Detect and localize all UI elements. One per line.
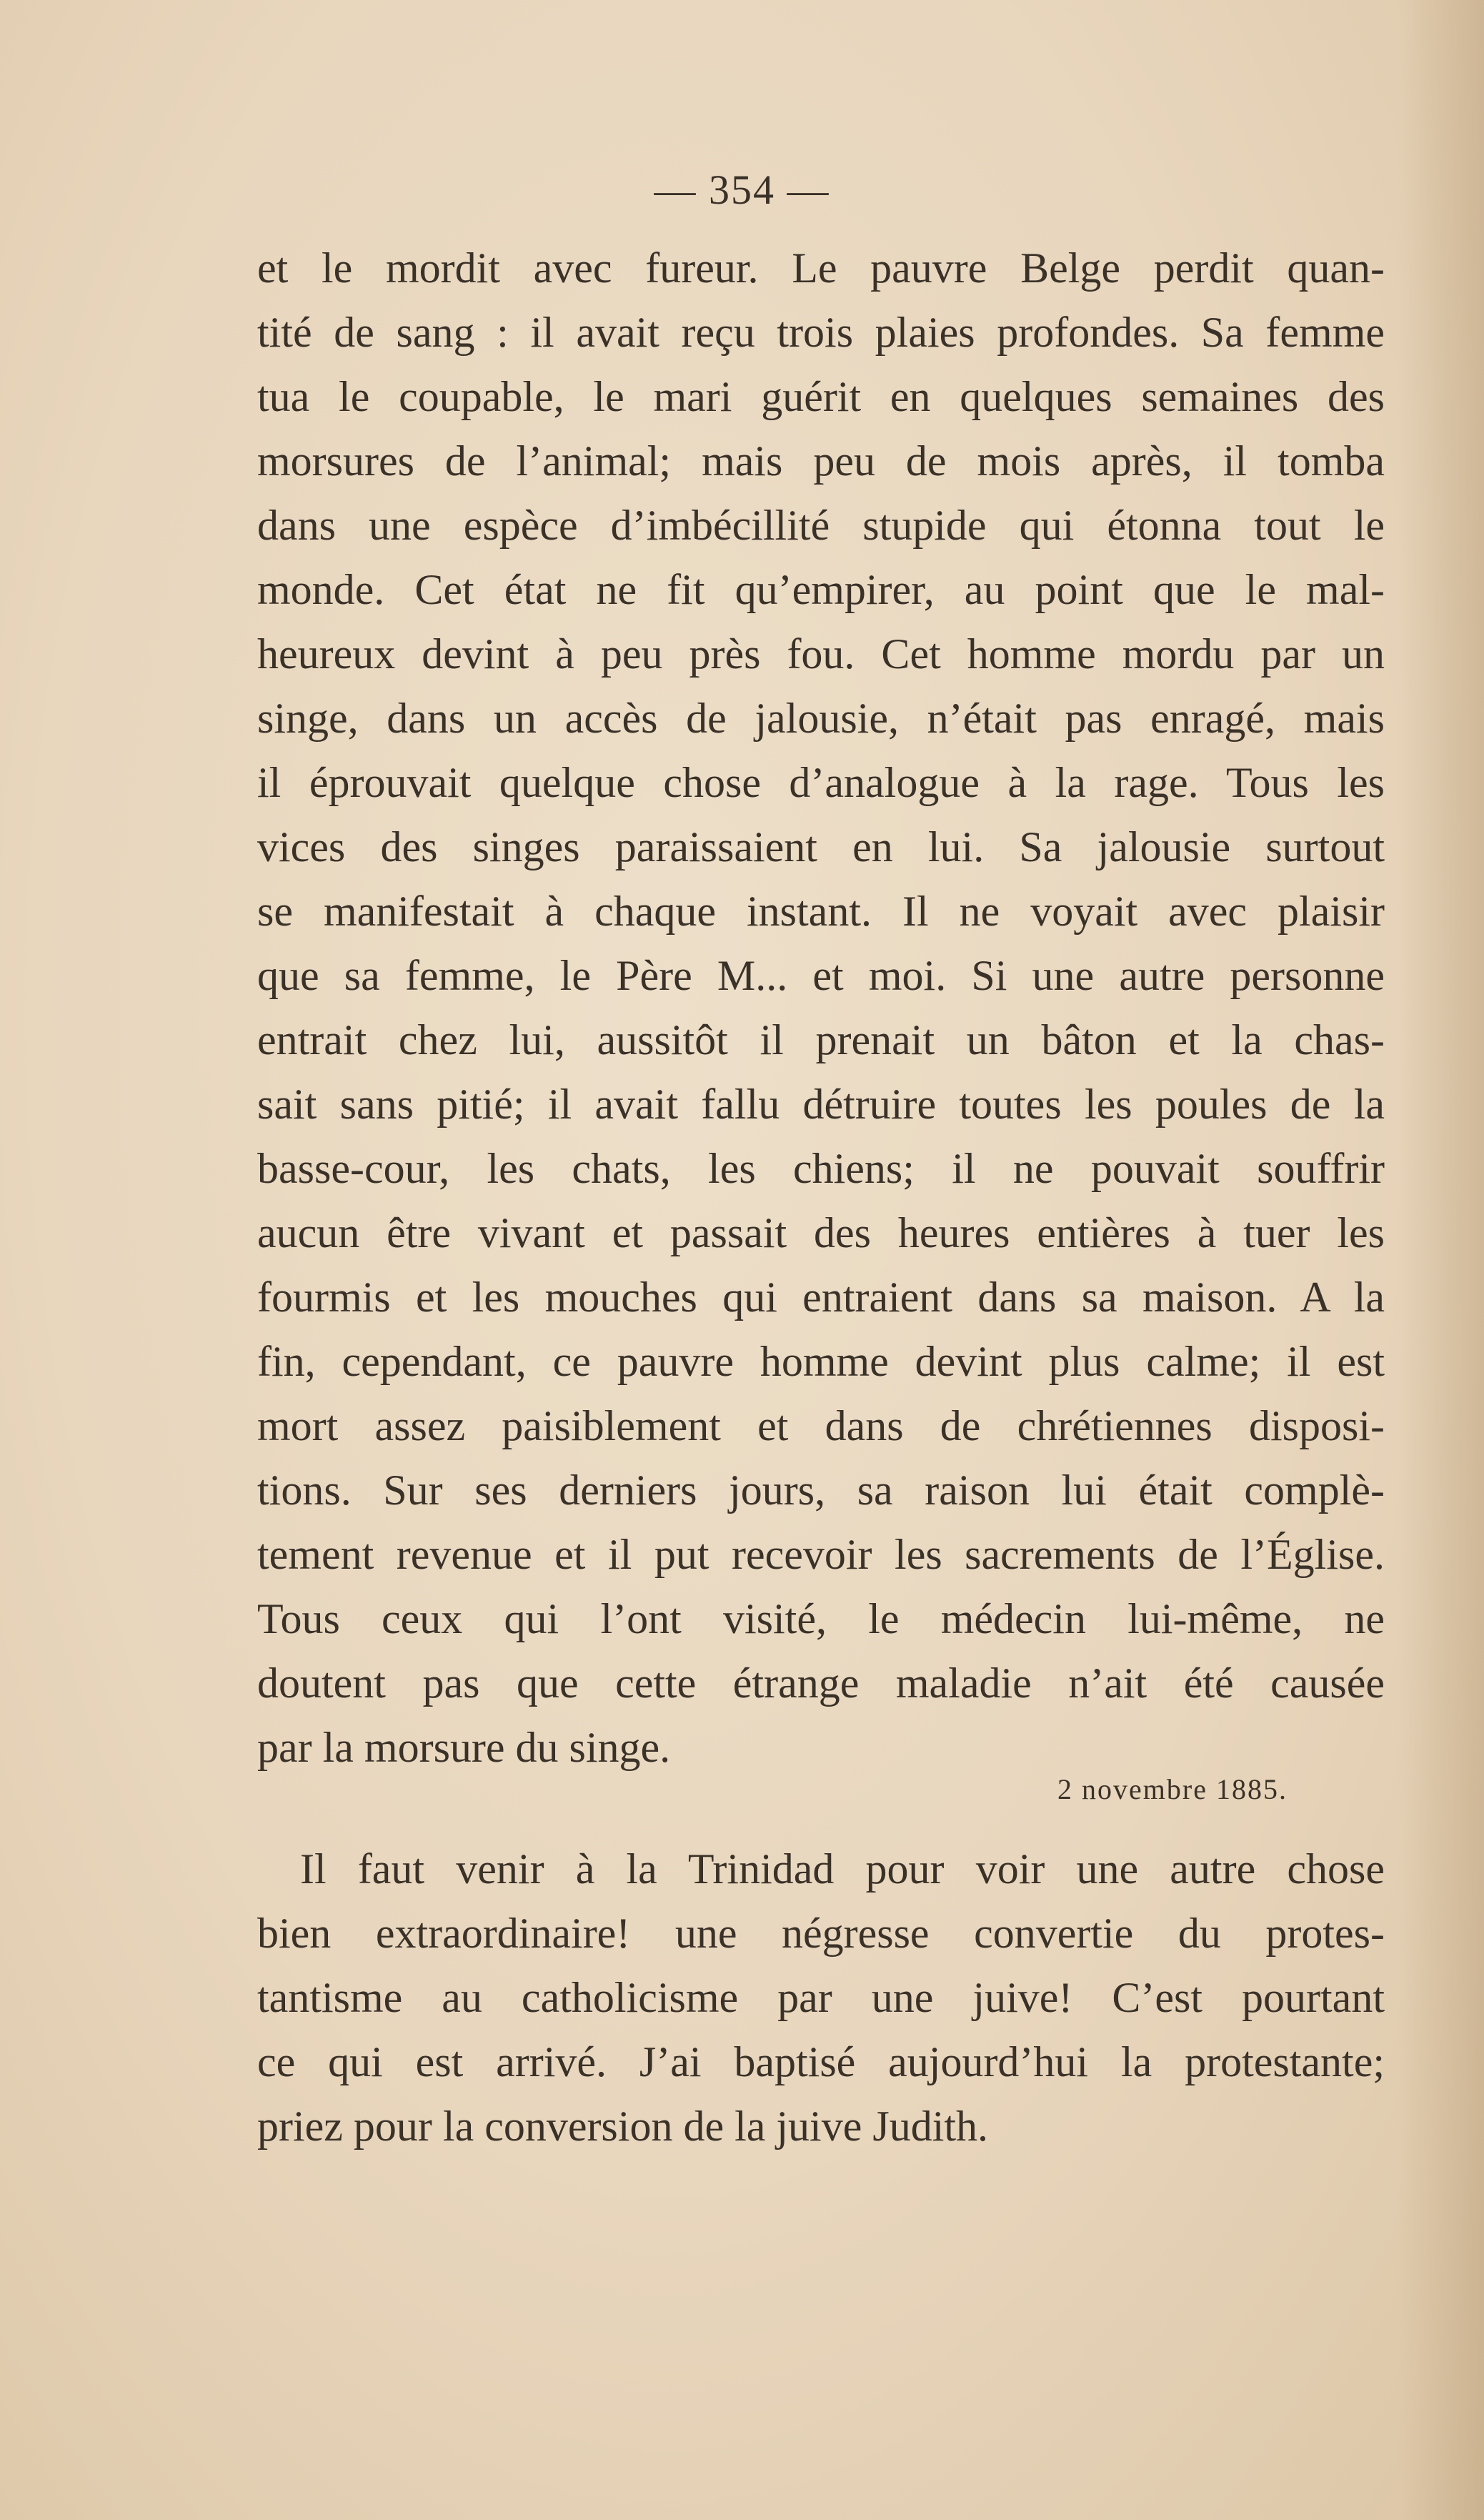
text-line: morsures de l’animal; mais peu de mois après, il tomba [257, 437, 1385, 485]
dateline: 2 novembre 1885. [1057, 1773, 1288, 1805]
text-line: bien extraordinaire! une négresse convertie du protes- [257, 1910, 1385, 1957]
text-line: basse-cour, les chats, les chiens; il ne pouvait souffrir [257, 1145, 1385, 1192]
text-line: heureux devint à peu près fou. Cet homme mordu par un [257, 630, 1385, 678]
text-line: et le mordit avec fureur. Le pauvre Belge perdit quan- [257, 244, 1385, 292]
text-line: tions. Sur ses derniers jours, sa raison lui était complè- [257, 1467, 1385, 1514]
text-line: tité de sang : il avait reçu trois plaies profondes. Sa femme [257, 309, 1385, 356]
text-line: tua le coupable, le mari guérit en quelques semaines des [257, 373, 1385, 420]
text-line: Il faut venir à la Trinidad pour voir une autre chose [300, 1845, 1385, 1893]
text-line: fourmis et les mouches qui entraient dans sa maison. A la [257, 1274, 1385, 1321]
text-line: tement revenue et il put recevoir les sacrements de l’Église. [257, 1531, 1385, 1578]
text-line: que sa femme, le Père M... et moi. Si une autre personne [257, 952, 1385, 999]
text-line: se manifestait à chaque instant. Il ne voyait avec plaisir [257, 888, 1385, 935]
text-line: entrait chez lui, aussitôt il prenait un bâton et la chas- [257, 1016, 1385, 1063]
text-line: tantisme au catholicisme par une juive! C’est pourtant [257, 1974, 1385, 2021]
text-line: aucun être vivant et passait des heures entières à tuer les [257, 1209, 1385, 1256]
text-line: Tous ceux qui l’ont visité, le médecin lui-même, ne [257, 1595, 1385, 1642]
text-line: par la morsure du singe. [257, 1724, 671, 1771]
text-line: mort assez paisiblement et dans de chrétiennes disposi- [257, 1402, 1385, 1449]
text-line: fin, cependant, ce pauvre homme devint plus calme; il est [257, 1338, 1385, 1385]
paragraph-2 [257, 1837, 1385, 2158]
text-line: monde. Cet état ne fit qu’empirer, au point que le mal- [257, 566, 1385, 613]
page-number: — 354 — [654, 167, 830, 213]
paragraph-1 [257, 236, 1385, 1780]
text-line: singe, dans un accès de jalousie, n’était pas enragé, mais [257, 695, 1385, 742]
text-line: dans une espèce d’imbécillité stupide qui étonna tout le [257, 502, 1385, 549]
text-line: ce qui est arrivé. J’ai baptisé aujourd’hui la protestante; [257, 2038, 1385, 2085]
text-line: vices des singes paraissaient en lui. Sa jalousie surtout [257, 823, 1385, 870]
text-line: il éprouvait quelque chose d’analogue à la rage. Tous les [257, 759, 1385, 806]
page-edge-shadow [1398, 0, 1484, 2520]
text-line: priez pour la conversion de la juive Judith. [257, 2103, 989, 2150]
text-line: doutent pas que cette étrange maladie n’ait été causée [257, 1660, 1385, 1707]
text-line: sait sans pitié; il avait fallu détruire toutes les poules de la [257, 1081, 1385, 1128]
